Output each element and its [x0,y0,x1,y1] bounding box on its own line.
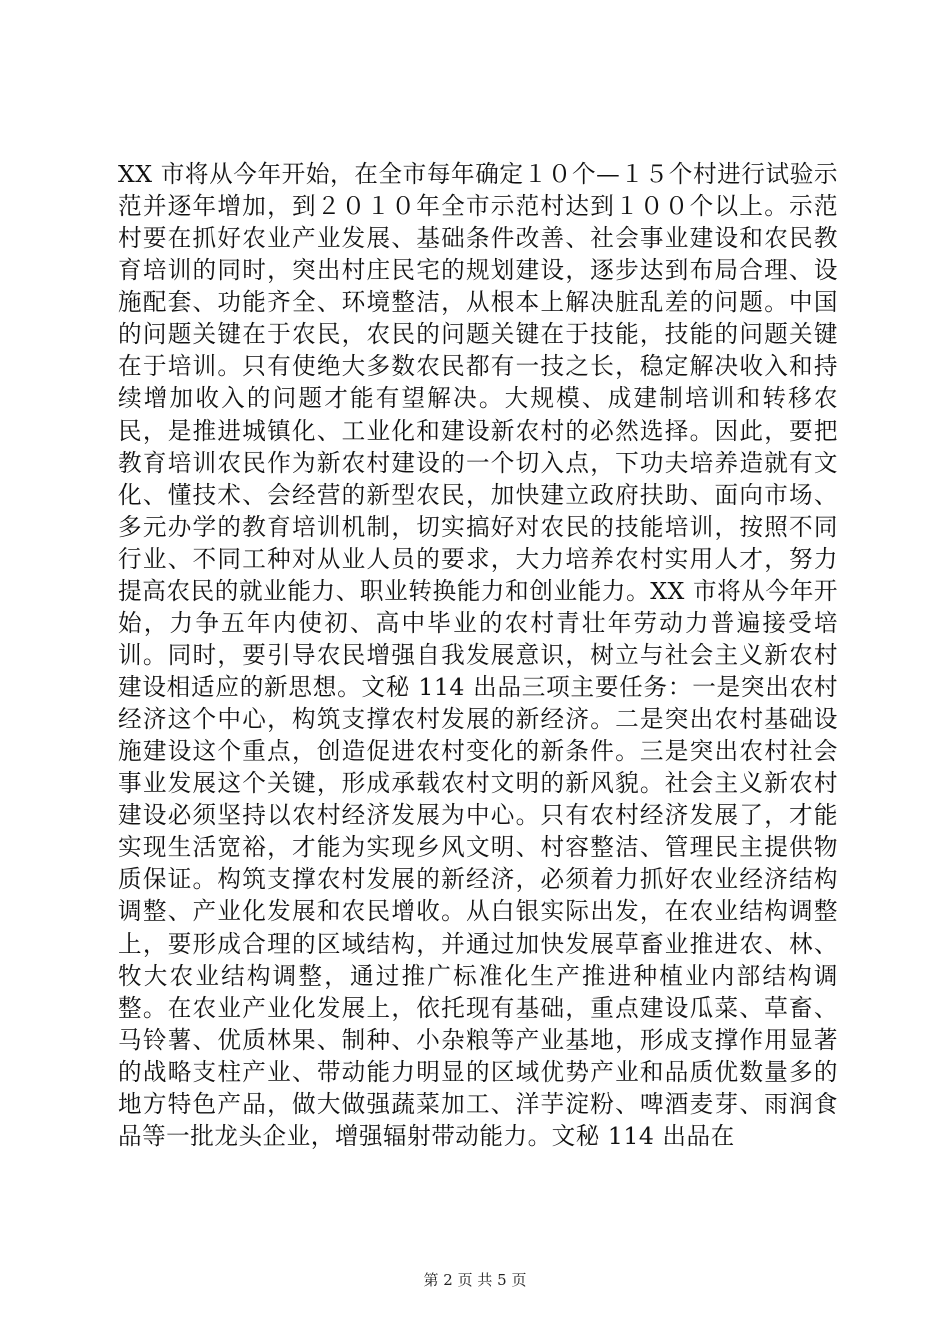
body-paragraph: XX 市将从今年开始，在全市每年确定１０个—１５个村进行试验示范并逐年增加，到２０１０年全市示范村达到１００个以上。示范村要在抓好农业产业发展、基础条件改善、社会事业建设和农民教育培训的同时，突出村庄民宅的规划建设，逐步达到布局合理、设施配套、功能齐全、环境整洁，从根本上解决脏乱差的问题。中国的问题关键在于农民，农民的问题关键在于技能，技能的问题关键在于培训。只有使绝大多数农民都有一技之长，稳定解决收入和持续增加收入的问题才能有望解决。大规模、成建制培训和转移农民，是推进城镇化、工业化和建设新农村的必然选择。因此，要把教育培训农民作为新农村建设的一个切入点，下功夫培养造就有文化、懂技术、会经营的新型农民，加快建立政府扶助、面向市场、多元办学的教育培训机制，切实搞好对农民的技能培训，按照不同行业、不同工种对从业人员的要求，大力培养农村实用人才，努力提高农民的就业能力、职业转换能力和创业能力。XX 市将从今年开始，力争五年内使初、高中毕业的农村青壮年劳动力普遍接受培训。同时，要引导农民增强自我发展意识，树立与社会主义新农村建设相适应的新思想。文秘 114 出品三项主要任务：一是突出农村经济这个中心，构筑支撑农村发展的新经济。二是突出农村基础设施建设这个重点，创造促进农村变化的新条件。三是突出农村社会事业发展这个关键，形成承载农村文明的新风貌。社会主义新农村建设必须坚持以农村经济发展为中心。只有农村经济发展了，才能实现生活宽裕，才能为实现乡风文明、村容整洁、管理民主提供物质保证。构筑支撑农村发展的新经济，必须着力抓好农业经济结构调整、产业化发展和农民增收。从白银实际出发，在农业结构调整上，要形成合理的区域结构，并通过加快发展草畜业推进农、林、牧大农业结构调整，通过推广标准化生产推进种植业内部结构调整。在农业产业化发展上，依托现有基础，重点建设瓜菜、草畜、马铃薯、优质林果、制种、小杂粮等产业基地，形成支撑作用显著的战略支柱产业、带动能力明显的区域优势产业和品质优数量多的地方特色产品，做大做强蔬菜加工、洋芋淀粉、啤酒麦芽、雨润食品等一批龙头企业，增强辐射带动能力。文秘 114 出品在 [118,160,838,1150]
page-number-footer: 第 2 页 共 5 页 [423,1271,527,1289]
